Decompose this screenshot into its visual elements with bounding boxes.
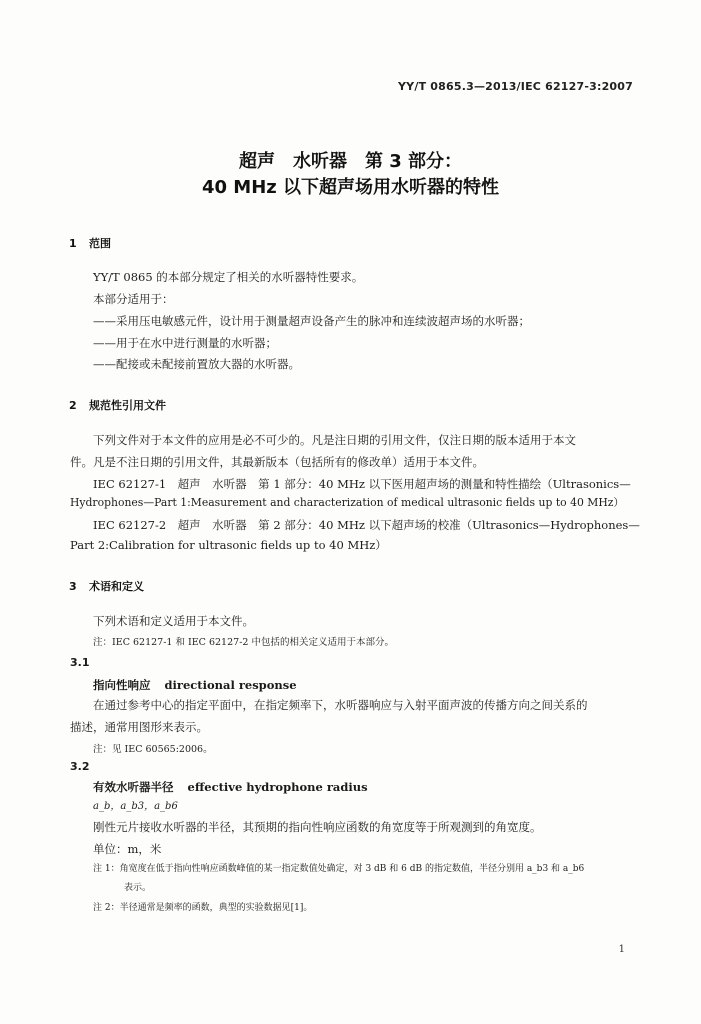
page-number: 1	[618, 944, 625, 955]
note: 注：IEC 62127-1 和 IEC 62127-2 中包括的相关定义适用于本部分。	[93, 637, 394, 648]
paragraph-line: 件。凡是不注日期的引用文件，其最新版本（包括所有的修改单）适用于本文件。	[70, 455, 484, 469]
paragraph-line: YY/T 0865 的本部分规定了相关的水听器特性要求。	[93, 270, 364, 284]
section-2-heading	[69, 397, 166, 413]
reference-line: Part 2:Calibration for ultrasonic fields up to 40 MHz）	[70, 538, 387, 552]
section-1-heading	[69, 235, 111, 251]
section-number: 3	[69, 580, 77, 593]
definition-line: 在通过参考中心的指定平面中，在指定频率下，水听器响应与入射平面声波的传播方向之间关系的	[93, 698, 588, 712]
reference-line: IEC 62127-2 超声 水听器 第 2 部分：40 MHz 以下超声场的校准（Ultrasonics—Hydrophones—	[93, 518, 640, 532]
note: 注 2：半径通常是频率的函数，典型的实验数据见[1]。	[93, 903, 313, 913]
term-symbols: a_b，a_b3，a_b6	[93, 801, 178, 812]
note-continuation: 表示。	[124, 883, 152, 893]
term-number: 3.1	[70, 656, 90, 669]
term-number: 3.2	[70, 760, 90, 773]
document-title-line-1: 超声 水听器 第 3 部分：	[238, 151, 463, 172]
reference-line: Hydrophones—Part 1:Measurement and characterization of medical ultrasonic fields up to 40 MHz）	[70, 496, 625, 509]
section-title: 范围	[89, 237, 111, 250]
term-zh: 有效水听器半径	[93, 780, 174, 794]
note: 注：见 IEC 60565:2006。	[93, 744, 213, 755]
document-title-line-2: 40 MHz 以下超声场用水听器的特性	[201, 177, 500, 198]
list-item: ——用于在水中进行测量的水听器；	[93, 336, 277, 350]
term-heading	[93, 779, 368, 795]
section-title: 术语和定义	[89, 580, 144, 593]
section-title: 规范性引用文件	[89, 399, 166, 412]
paragraph-line: 下列文件对于本文件的应用是必不可少的。凡是注日期的引用文件，仅注日期的版本适用于本文	[93, 433, 576, 447]
note: 注 1：角宽度在低于指向性响应函数峰值的某一指定数值处确定，对 3 dB 和 6 dB 的指定数值，半径分别用 a_b3 和 a_b6	[93, 864, 585, 874]
term-heading	[93, 677, 297, 693]
standard-code: YY/T 0865.3—2013/IEC 62127-3:2007	[398, 80, 633, 93]
paragraph-line: 下列术语和定义适用于本文件。	[93, 614, 254, 628]
definition-line: 描述，通常用图形来表示。	[70, 720, 208, 734]
section-3-heading	[69, 578, 144, 594]
paragraph-line: 本部分适用于：	[93, 292, 174, 306]
unit-line: 单位：m，米	[93, 842, 162, 856]
section-number: 2	[69, 399, 77, 412]
term-zh: 指向性响应	[93, 678, 151, 692]
reference-line: IEC 62127-1 超声 水听器 第 1 部分：40 MHz 以下医用超声场的测量和特性描绘（Ultrasonics—	[93, 477, 631, 491]
list-item: ——配接或未配接前置放大器的水听器。	[93, 357, 300, 371]
term-en: directional response	[164, 678, 297, 692]
definition-line: 刚性元片接收水听器的半径，其预期的指向性响应函数的角宽度等于所观测到的角宽度。	[93, 820, 542, 834]
section-number: 1	[69, 237, 77, 250]
list-item: ——采用压电敏感元件，设计用于测量超声设备产生的脉冲和连续波超声场的水听器；	[93, 314, 530, 328]
term-en: effective hydrophone radius	[187, 780, 368, 794]
